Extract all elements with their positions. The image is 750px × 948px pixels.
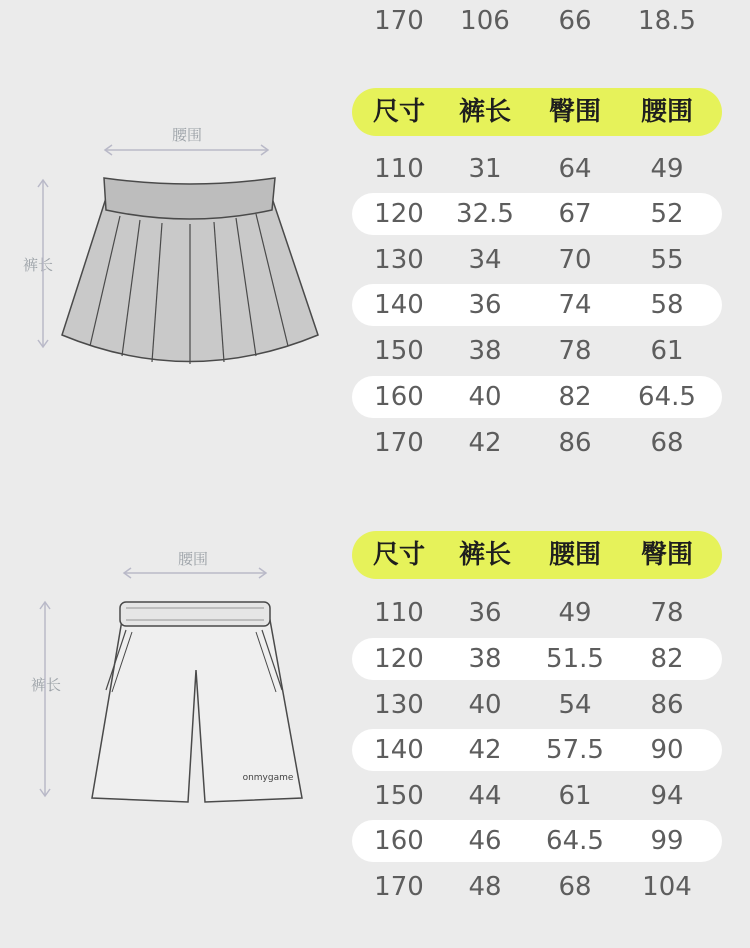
header-cell: 尺寸 bbox=[372, 97, 425, 127]
table-cell: 82 bbox=[558, 382, 592, 412]
table-cell: 48 bbox=[468, 872, 502, 902]
table-row bbox=[352, 775, 722, 817]
header-cell: 臀围 bbox=[640, 540, 693, 570]
table-cell: 58 bbox=[650, 290, 684, 320]
table-cell: 86 bbox=[558, 428, 592, 458]
table-header bbox=[352, 531, 722, 579]
table-cell: 86 bbox=[650, 690, 684, 720]
brand-label: onmygame bbox=[242, 773, 294, 783]
shorts-illustration bbox=[0, 540, 340, 820]
table-row bbox=[352, 592, 722, 634]
table-cell: 99 bbox=[650, 826, 684, 856]
shorts-waist-label: 腰围 bbox=[177, 550, 209, 568]
table-cell: 78 bbox=[650, 598, 684, 628]
table-cell: 110 bbox=[374, 598, 424, 628]
table-cell: 150 bbox=[374, 336, 424, 366]
table-cell: 67 bbox=[558, 199, 592, 229]
header-cell: 腰围 bbox=[548, 540, 601, 570]
skirt-size-table bbox=[352, 88, 722, 468]
table-cell: 78 bbox=[558, 336, 592, 366]
table-row bbox=[352, 193, 722, 235]
table-cell: 74 bbox=[558, 290, 592, 320]
table-cell: 170 bbox=[374, 872, 424, 902]
table-cell: 36 bbox=[468, 598, 502, 628]
skirt-length-label: 裤长 bbox=[22, 256, 54, 274]
table-cell: 110 bbox=[374, 154, 424, 184]
table-cell: 64 bbox=[558, 154, 592, 184]
table-cell: 34 bbox=[468, 245, 502, 275]
table-row bbox=[352, 239, 722, 281]
table-cell: 44 bbox=[468, 781, 502, 811]
table-cell: 64.5 bbox=[638, 382, 696, 412]
table-cell: 49 bbox=[650, 154, 684, 184]
table-cell: 66 bbox=[558, 6, 592, 36]
table-cell: 18.5 bbox=[638, 6, 696, 36]
table-cell: 160 bbox=[374, 382, 424, 412]
table-cell: 130 bbox=[374, 690, 424, 720]
table-cell: 140 bbox=[374, 735, 424, 765]
table-cell: 90 bbox=[650, 735, 684, 765]
table-row bbox=[352, 638, 722, 680]
table-row bbox=[352, 148, 722, 190]
table-cell: 61 bbox=[558, 781, 592, 811]
table-cell: 106 bbox=[460, 6, 510, 36]
table-cell: 160 bbox=[374, 826, 424, 856]
table-cell: 68 bbox=[558, 872, 592, 902]
table-cell: 57.5 bbox=[546, 735, 604, 765]
table-cell: 104 bbox=[642, 872, 692, 902]
table-cell: 31 bbox=[468, 154, 502, 184]
table-cell: 61 bbox=[650, 336, 684, 366]
table-cell: 49 bbox=[558, 598, 592, 628]
table-row bbox=[352, 330, 722, 372]
table-cell: 51.5 bbox=[546, 644, 604, 674]
table-cell: 140 bbox=[374, 290, 424, 320]
table-cell: 40 bbox=[468, 382, 502, 412]
table-cell: 68 bbox=[650, 428, 684, 458]
table-cell: 94 bbox=[650, 781, 684, 811]
table-cell: 150 bbox=[374, 781, 424, 811]
table-row bbox=[352, 866, 722, 908]
header-cell: 腰围 bbox=[640, 97, 693, 127]
table-cell: 36 bbox=[468, 290, 502, 320]
table-cell: 42 bbox=[468, 735, 502, 765]
table-cell: 38 bbox=[468, 336, 502, 366]
table-cell: 38 bbox=[468, 644, 502, 674]
skirt-illustration bbox=[0, 110, 340, 390]
table-cell: 46 bbox=[468, 826, 502, 856]
table-cell: 82 bbox=[650, 644, 684, 674]
table-cell: 32.5 bbox=[456, 199, 514, 229]
header-cell: 尺寸 bbox=[372, 540, 425, 570]
table-cell: 120 bbox=[374, 199, 424, 229]
table-cell: 55 bbox=[650, 245, 684, 275]
table-cell: 54 bbox=[558, 690, 592, 720]
table-header bbox=[352, 88, 722, 136]
table-cell: 120 bbox=[374, 644, 424, 674]
table-row bbox=[352, 376, 722, 418]
table-cell: 170 bbox=[374, 428, 424, 458]
table-cell: 130 bbox=[374, 245, 424, 275]
shorts-length-label: 裤长 bbox=[30, 676, 62, 694]
table-row bbox=[352, 422, 722, 464]
table-cell: 52 bbox=[650, 199, 684, 229]
table-cell: 170 bbox=[374, 6, 424, 36]
skirt-waist-label: 腰围 bbox=[171, 126, 203, 144]
table-row bbox=[352, 729, 722, 771]
shorts-size-table bbox=[352, 531, 722, 931]
table-cell: 42 bbox=[468, 428, 502, 458]
header-cell: 裤长 bbox=[458, 97, 511, 127]
table-row bbox=[352, 684, 722, 726]
top-partial-row bbox=[352, 0, 722, 42]
table-row bbox=[352, 284, 722, 326]
header-cell: 臀围 bbox=[548, 97, 601, 127]
table-cell: 70 bbox=[558, 245, 592, 275]
table-cell: 40 bbox=[468, 690, 502, 720]
header-cell: 裤长 bbox=[458, 540, 511, 570]
table-cell: 64.5 bbox=[546, 826, 604, 856]
table-row bbox=[352, 820, 722, 862]
